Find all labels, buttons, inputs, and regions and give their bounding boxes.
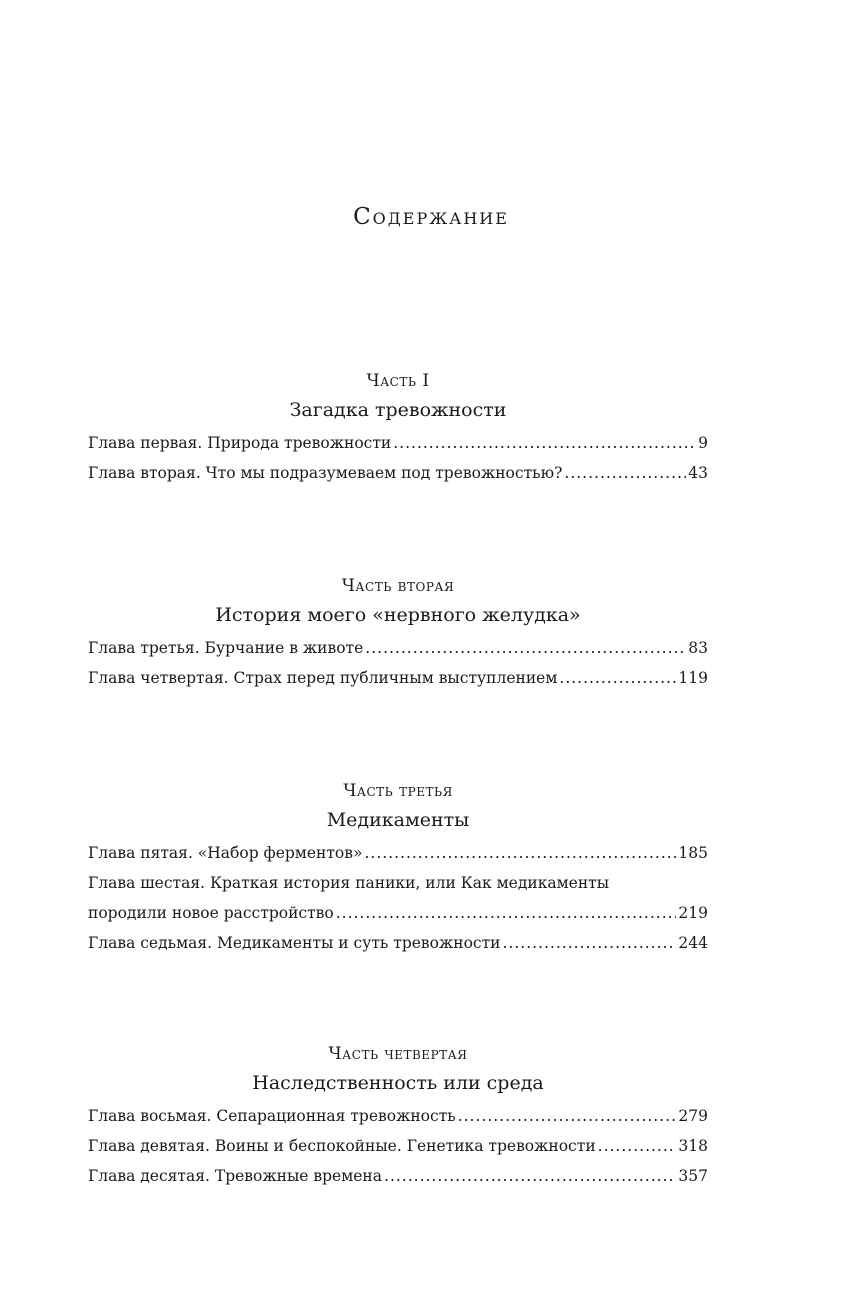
toc-entry-text: Глава пятая. «Набор ферментов» (88, 844, 363, 862)
toc-entry[interactable] (88, 428, 708, 458)
toc-entry-page: 219 (678, 904, 708, 922)
toc-entry-text: Глава седьмая. Медикаменты и суть тревожности (88, 934, 501, 952)
toc-entry-text-line1[interactable]: Глава шестая. Краткая история паники, или Как медикаменты (88, 874, 610, 892)
toc-part-1 (88, 370, 708, 488)
toc-entry-page: 43 (688, 464, 708, 482)
toc-entry-page: 279 (678, 1107, 708, 1125)
toc-part-3 (88, 780, 708, 958)
dot-leader (559, 663, 676, 693)
dot-leader (393, 428, 696, 458)
toc-entry-text: породили новое расстройство (88, 904, 334, 922)
dot-leader (365, 633, 686, 663)
part-title: Наследственность или среда (252, 1072, 544, 1094)
toc-entry-page: 9 (698, 434, 708, 452)
toc-entry-page: 185 (678, 844, 708, 862)
part-title: Медикаменты (326, 809, 470, 831)
part-title: История моего «нервного желудка» (215, 604, 581, 626)
part-title: Загадка тревожности (289, 399, 507, 421)
dot-leader (503, 928, 677, 958)
toc-entry-page: 83 (688, 639, 708, 657)
toc-entry[interactable] (88, 928, 708, 958)
page-title: Содержание (353, 204, 509, 230)
toc-entry[interactable] (88, 1131, 708, 1161)
toc-entry-text: Глава первая. Природа тревожности (88, 434, 392, 452)
toc-part-4 (88, 1043, 708, 1191)
toc-entry-page: 244 (678, 934, 708, 952)
dot-leader (336, 898, 677, 928)
toc-entry-text: Глава третья. Бурчание в животе (88, 639, 364, 657)
dot-leader (564, 458, 686, 488)
toc-entry-page: 318 (678, 1137, 708, 1155)
part-label: Часть I (366, 371, 430, 391)
toc-entry-page: 357 (678, 1167, 708, 1185)
toc-entry-text: Глава девятая. Воины и беспокойные. Генетика тревожности (88, 1137, 596, 1155)
toc-entry-page: 119 (678, 669, 708, 687)
toc-entry[interactable] (88, 663, 708, 693)
toc-entry[interactable] (88, 458, 708, 488)
toc-entry[interactable] (88, 838, 708, 868)
dot-leader (598, 1131, 677, 1161)
part-label: Часть четвертая (328, 1044, 468, 1064)
dot-leader (384, 1161, 676, 1191)
toc-entry-text: Глава восьмая. Сепарационная тревожность (88, 1107, 456, 1125)
toc-entry[interactable] (88, 633, 708, 663)
dot-leader (364, 838, 676, 868)
toc-part-2 (88, 575, 708, 693)
toc-entry[interactable] (88, 1101, 708, 1131)
toc-entry[interactable] (88, 898, 708, 928)
toc-entry-text: Глава десятая. Тревожные времена (88, 1167, 383, 1185)
toc-entry-text: Глава четвертая. Страх перед публичным выступлением (88, 669, 558, 687)
dot-leader (458, 1101, 677, 1131)
toc-entry[interactable] (88, 1161, 708, 1191)
toc-entry-text: Глава вторая. Что мы подразумеваем под тревожностью? (88, 464, 563, 482)
part-label: Часть вторая (341, 576, 455, 596)
part-label: Часть третья (343, 781, 453, 801)
